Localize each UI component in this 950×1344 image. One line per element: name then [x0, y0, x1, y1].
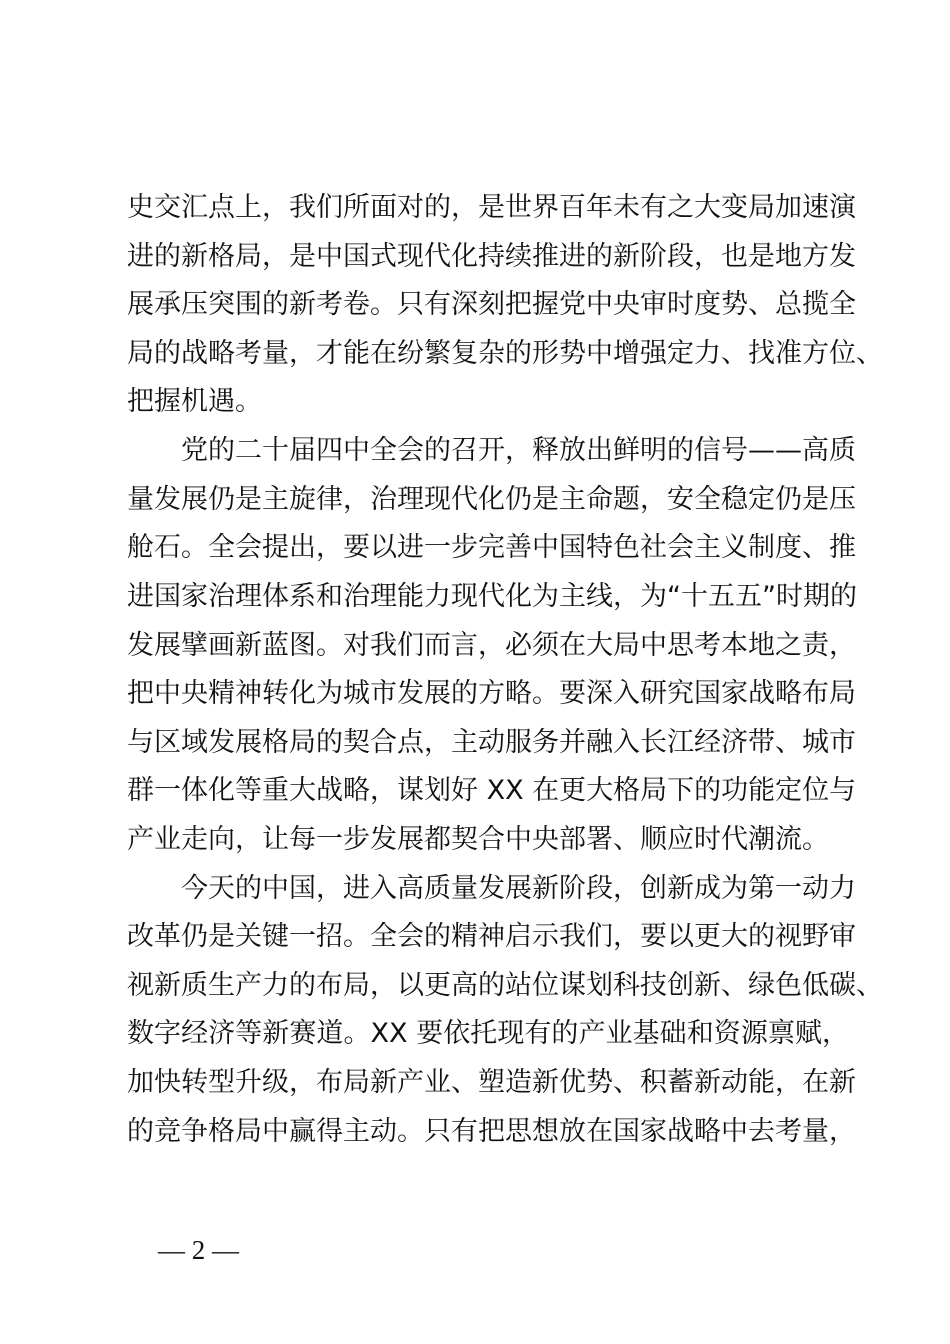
text-line: 改革仍是关键一招。全会的精神启示我们，要以更大的视野审: [127, 921, 856, 952]
text-line: 局的战略考量，才能在纷繁复杂的形势中增强定力、找准方位、: [127, 338, 883, 369]
text-line: 进国家治理体系和治理能力现代化为主线，为“十五五”时期的: [127, 581, 857, 612]
text-line: 的竞争格局中赢得主动。只有把思想放在国家战略中去考量，: [127, 1116, 856, 1147]
page-number: — 2 —: [158, 1235, 239, 1265]
text-line: 发展擘画新蓝图。对我们而言，必须在大局中思考本地之责，: [127, 630, 856, 661]
text-line: 今天的中国，进入高质量发展新阶段，创新成为第一动力: [127, 873, 856, 904]
text-line: 加快转型升级，布局新产业、塑造新优势、积蓄新动能，在新: [127, 1067, 856, 1098]
text-line: 展承压突围的新考卷。只有深刻把握党中央审时度势、总揽全: [127, 289, 856, 320]
text-line: 产业走向，让每一步发展都契合中央部署、顺应时代潮流。: [127, 824, 829, 855]
text-line: 量发展仍是主旋律，治理现代化仍是主命题，安全稳定仍是压: [127, 484, 856, 515]
text-line: 党的二十届四中全会的召开，释放出鲜明的信号——高质: [127, 435, 856, 466]
text-line: 史交汇点上，我们所面对的，是世界百年未有之大变局加速演: [127, 192, 856, 223]
text-line: 舱石。全会提出，要以进一步完善中国特色社会主义制度、推: [127, 532, 856, 563]
text-line: 把中央精神转化为城市发展的方略。要深入研究国家战略布局: [127, 678, 856, 709]
text-line: 数字经济等新赛道。XX 要依托现有的产业基础和资源禀赋，: [127, 1018, 849, 1049]
text-line: 视新质生产力的布局，以更高的站位谋划科技创新、绿色低碳、: [127, 970, 883, 1001]
text-line: 与区域发展格局的契合点，主动服务并融入长江经济带、城市: [127, 727, 856, 758]
text-line: 把握机遇。: [127, 386, 262, 417]
text-line: 进的新格局，是中国式现代化持续推进的新阶段，也是地方发: [127, 241, 856, 272]
text-line: 群一体化等重大战略，谋划好 XX 在更大格局下的功能定位与: [127, 775, 857, 806]
